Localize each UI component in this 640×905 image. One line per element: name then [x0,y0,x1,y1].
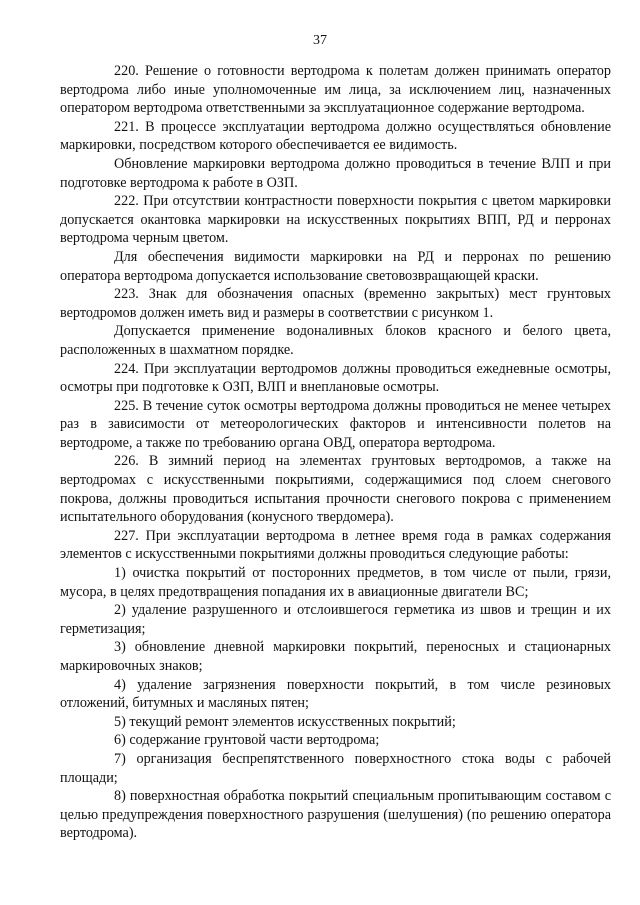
paragraph-224: 224. При эксплуатации вертодромов должны проводиться ежедневные осмотры, осмотры при подготовке к ОЗП, ВЛП и внеплановые осмотры. [60,360,611,396]
paragraph-223-cont: Допускается применение водоналивных блоков красного и белого цвета, расположенных в шахматном порядке. [60,323,611,358]
paragraph-222-cont: Для обеспечения видимости маркировки на РД и перронах по решению оператора вертодрома допускается использование световозвращающей краски. [60,248,611,284]
list-item-5: 5) текущий ремонт элементов искусственных покрытий; [114,713,456,730]
paragraph-227: 227. При эксплуатации вертодрома в летнее время года в рамках содержания элементов с искусственными покрытиями должны проводиться следующие работы: [60,527,611,563]
paragraph-222: 222. При отсутствии контрастности поверхности покрытия с цветом маркировки допускается окантовка маркировки на искусственных покрытиях ВПП, РД и перронах вертодрома черным цветом. [60,193,611,247]
list-item-2: 2) удаление разрушенного и отслоившегося герметика из швов и трещин и их герметизация; [60,602,611,637]
paragraph-225: 225. В течение суток осмотры вертодрома должны проводиться не менее четырех раз в зависимости от метеорологических факторов и интенсивности полетов на вертодроме, а также по требованию органа ОВД, оператора вертодрома. [60,397,611,451]
list-item-1: 1) очистка покрытий от посторонних предметов, в том числе от пыли, грязи, мусора, в целях предотвращения попадания их в авиационные двигатели ВС; [60,565,611,600]
document-body [60,62,611,843]
paragraph-221-cont: Обновление маркировки вертодрома должно проводиться в течение ВЛП и при подготовке вертодрома к работе в ОЗП. [60,155,611,191]
list-item-7: 7) организация беспрепятственного поверхностного стока воды с рабочей площади; [60,750,611,786]
paragraph-220: 220. Решение о готовности вертодрома к полетам должен принимать оператор вертодрома либо иные уполномоченные им лица, за исключением лиц, назначенных оператором вертодрома ответственными за эксплуатационное содержание вертодрома. [60,63,611,117]
paragraph-221: 221. В процессе эксплуатации вертодрома должно осуществляться обновление маркировки, посредством которого обеспечивается ее видимость. [60,118,611,154]
list-item-3: 3) обновление дневной маркировки покрытий, переносных и стационарных маркировочных знаков; [60,639,611,674]
list-item-6: 6) содержание грунтовой части вертодрома; [114,732,380,749]
paragraph-223: 223. Знак для обозначения опасных (временно закрытых) мест грунтовых вертодромов должен иметь вид и размеры в соответствии с рисунком 1. [60,286,611,321]
list-item-4: 4) удаление загрязнения поверхности покрытий, в том числе резиновых отложений, битумных и масляных пятен; [60,676,611,712]
list-item-8: 8) поверхностная обработка покрытий специальным пропитывающим составом с целью предупреждения поверхностного разрушения (шелушения) (по решению оператора вертодрома). [60,788,611,842]
page-number: 37 [313,33,327,48]
paragraph-226: 226. В зимний период на элементах грунтовых вертодромов, а также на вертодромах с искусственными покрытиями, содержащимися под слоем снегового покрова, должны проводиться испытания прочности снегового покрова с применением испытательного оборудования (конусного твердомера). [60,453,611,526]
